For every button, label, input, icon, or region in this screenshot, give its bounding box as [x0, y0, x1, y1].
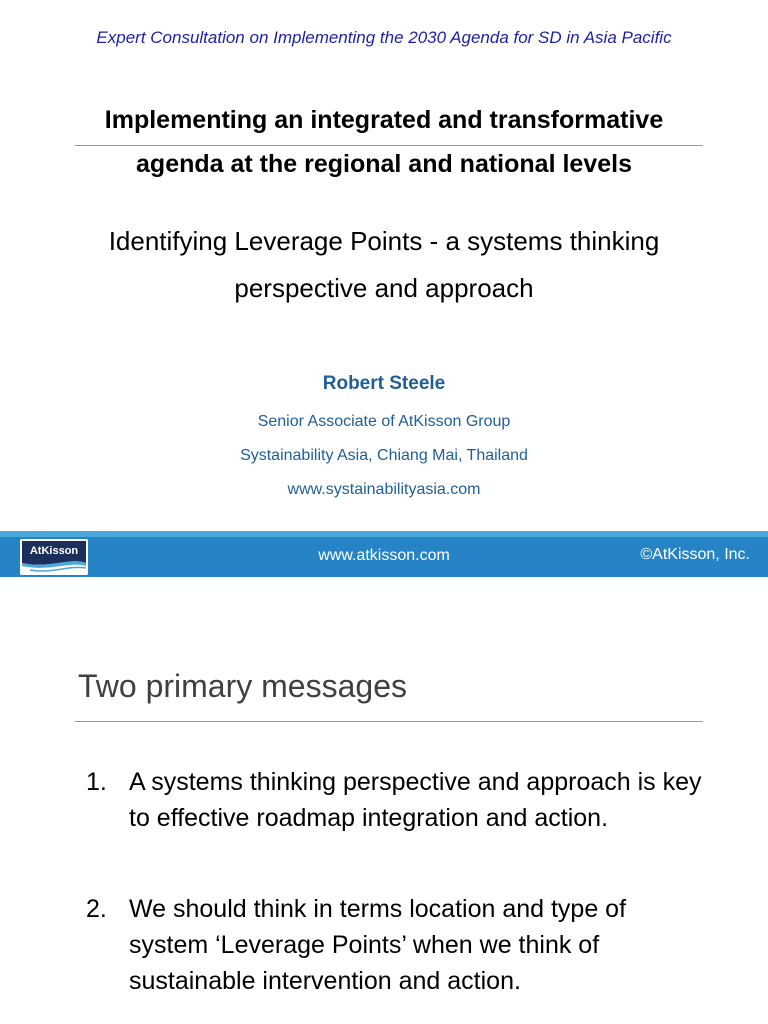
atkisson-logo — [20, 539, 88, 575]
slide-subtitle: Identifying Leverage Points - a systems thinking perspective and approach — [108, 226, 660, 303]
slide-title: Two primary messages — [78, 668, 407, 704]
conference-name: Expert Consultation on Implementing the 2030 Agenda for SD in Asia Pacific — [96, 28, 672, 47]
list-item-text: A systems thinking perspective and approach is key to effective roadmap integration and action. — [129, 768, 702, 832]
title-divider — [75, 721, 703, 722]
title-divider — [75, 145, 703, 146]
footer-url: www.atkisson.com — [318, 547, 450, 564]
author-name: Robert Steele — [322, 373, 446, 394]
list-item-number: 1. — [86, 768, 107, 796]
footer-copyright: ©AtKisson, Inc. — [640, 546, 750, 563]
list-item-text: We should think in terms location and type of system ‘Leverage Points’ when we think of sustainable intervention and action. — [129, 895, 627, 995]
messages-slide — [0, 578, 768, 1024]
author-affiliation: Senior Associate of AtKisson Group — [257, 413, 511, 430]
slide-title: Implementing an integrated and transformative agenda at the regional and national levels — [104, 106, 664, 178]
list-item-number: 2. — [86, 895, 107, 923]
logo-wordmark: AtKisson — [29, 545, 79, 557]
author-website: www.systainabilityasia.com — [287, 481, 481, 498]
author-organization: Systainability Asia, Chiang Mai, Thailand — [240, 447, 528, 464]
slide-footer — [0, 537, 768, 577]
